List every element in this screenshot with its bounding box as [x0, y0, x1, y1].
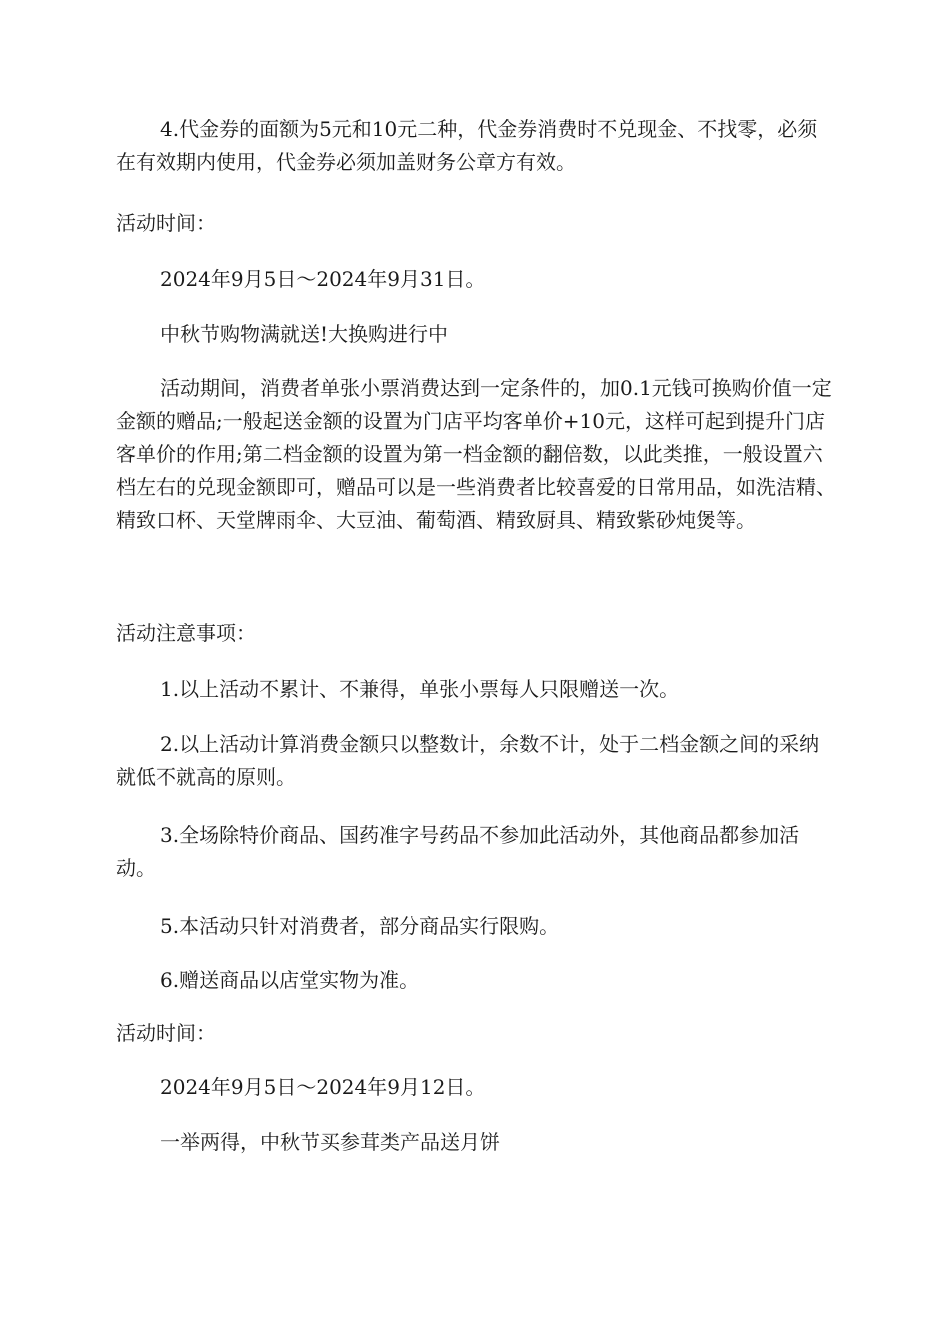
paragraph-activity-dates-2: 2024年9月5日～2024年9月12日。	[160, 1075, 486, 1099]
paragraph-promo-title: 中秋节购物满就送!大换购进行中	[160, 322, 449, 346]
heading-activity-notes: 活动注意事项：	[116, 621, 256, 645]
paragraph-note-2: 2.以上活动计算消费金额只以整数计，余数不计，处于二档金额之间的采纳就低不就高的原则。	[116, 732, 820, 789]
paragraph-ginseng-promo-title: 一举两得，中秋节买参茸类产品送月饼	[160, 1130, 500, 1154]
paragraph-promo-description: 活动期间，消费者单张小票消费达到一定条件的，加0.1元钱可换购价值一定金额的赠品;一般起送金额的设置为门店平均客单价+10元，这样可起到提升门店客单价的作用;第二档金额的设置为第一档金额的翻倍数，以此类推，一般设置六档左右的兑现金额即可，赠品可以是一些消费者比较喜爱的日常用品，如洗洁精、精致口杯、天堂牌雨伞、大豆油、葡萄酒、精致厨具、精致紫砂炖煲等。	[116, 376, 836, 532]
paragraph-note-5: 5.本活动只针对消费者，部分商品实行限购。	[160, 914, 560, 938]
paragraph-activity-dates: 2024年9月5日～2024年9月31日。	[160, 267, 486, 291]
paragraph-note-6: 6.赠送商品以店堂实物为准。	[160, 968, 420, 992]
paragraph-voucher-rule: 4.代金券的面额为5元和10元二种，代金券消费时不兑现金、不找零，必须在有效期内使用，代金券必须加盖财务公章方有效。	[116, 117, 818, 174]
heading-activity-time: 活动时间：	[116, 211, 216, 235]
paragraph-note-1: 1.以上活动不累计、不兼得，单张小票每人只限赠送一次。	[160, 677, 680, 701]
paragraph-note-3: 3.全场除特价商品、国药准字号药品不参加此活动外，其他商品都参加活动。	[116, 823, 800, 880]
heading-activity-time-2: 活动时间：	[116, 1021, 216, 1045]
